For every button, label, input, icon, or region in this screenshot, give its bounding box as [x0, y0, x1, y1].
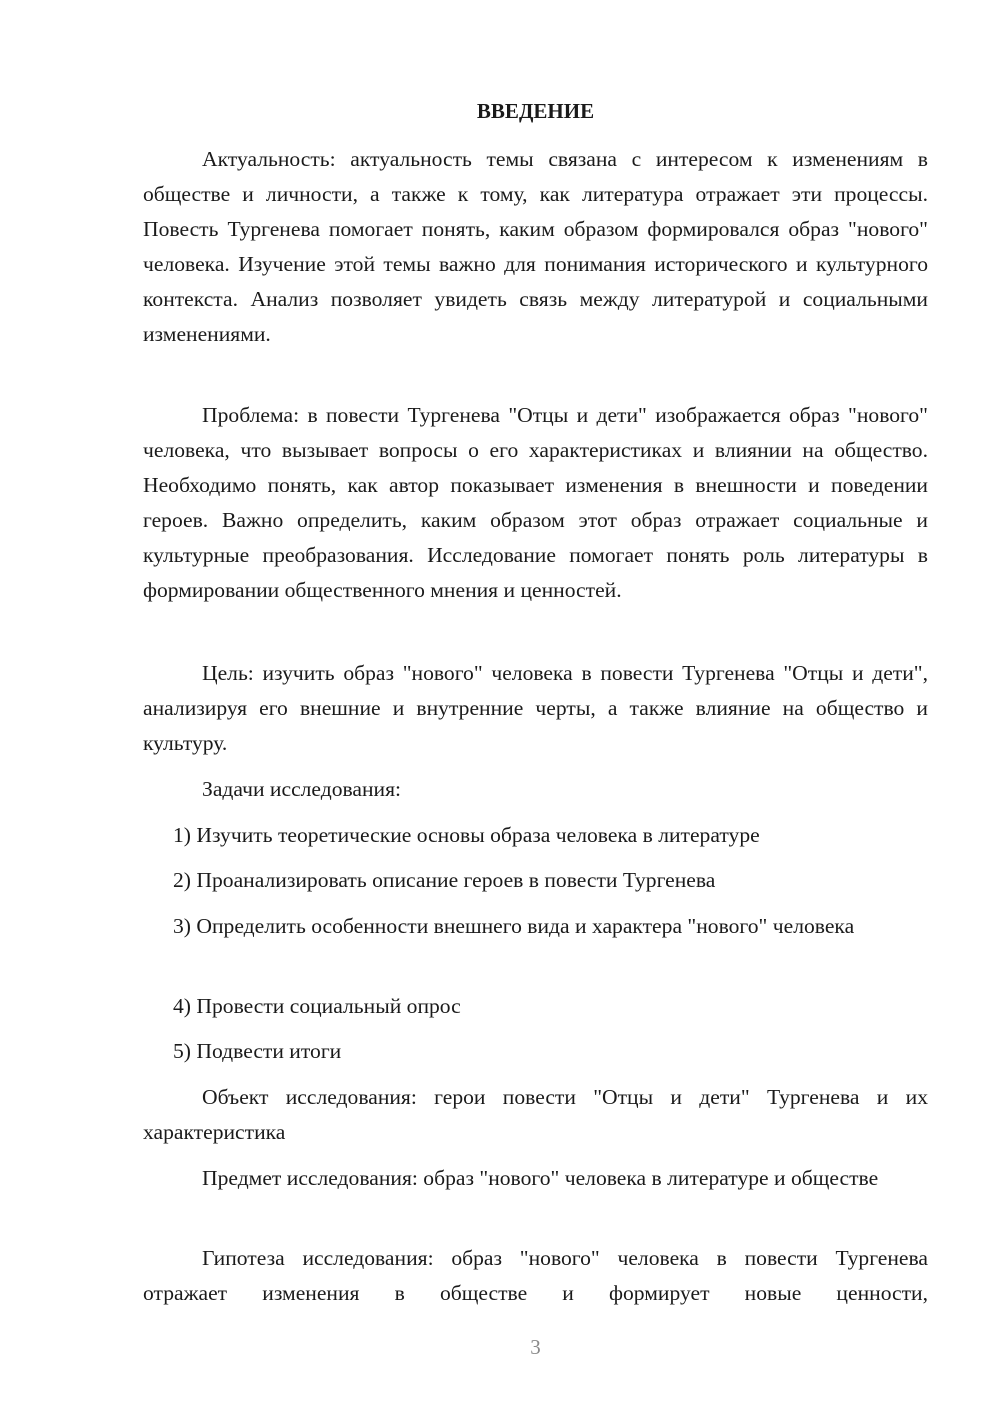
- goal-paragraph: Цель: изучить образ "нового" человека в повести Тургенева "Отцы и дети", анализируя его внешние и внутренние черты, а также влияние на общество и культуру.: [143, 661, 928, 756]
- document-page: [143, 0, 928, 1414]
- subject-paragraph: Предмет исследования: образ "нового" человека в литературе и обществе: [202, 1166, 879, 1190]
- object-paragraph: Объект исследования: герои повести "Отцы и дети" Тургенева и их характеристика: [143, 1085, 928, 1145]
- task-item-5: 5) Подвести итоги: [173, 1039, 342, 1063]
- tasks-heading: Задачи исследования:: [202, 777, 402, 801]
- problem-paragraph: Проблема: в повести Тургенева "Отцы и дети" изображается образ "нового" человека, что вызывает вопросы о его характеристиках и влиянии на общество. Необходимо понять, как автор показывает изменения в внешности и поведении героев. Важно определить, каким образом этот образ отражает социальные и культурные преобразования. Исследование помогает понять роль литературы в формировании общественного мнения и ценностей.: [143, 403, 928, 603]
- hypothesis-paragraph: Гипотеза исследования: образ "нового" человека в повести Тургенева отражает изменения в обществе и формирует новые ценности,: [143, 1246, 928, 1306]
- relevance-paragraph: Актуальность: актуальность темы связана с интересом к изменениям в обществе и личности, а также к тому, как литература отражает эти процессы. Повесть Тургенева помогает понять, каким образом формировался образ "нового" человека. Изучение этой темы важно для понимания исторического и культурного контекста. Анализ позволяет увидеть связь между литературой и социальными изменениями.: [143, 147, 928, 347]
- task-item-3: 3) Определить особенности внешнего вида и характера "нового" человека: [173, 914, 855, 938]
- section-title: ВВЕДЕНИЕ: [476, 99, 595, 123]
- task-item-1: 1) Изучить теоретические основы образа человека в литературе: [173, 823, 760, 847]
- task-item-2: 2) Проанализировать описание героев в повести Тургенева: [173, 868, 716, 892]
- page-number: 3: [530, 1335, 541, 1359]
- task-item-4: 4) Провести социальный опрос: [173, 994, 461, 1018]
